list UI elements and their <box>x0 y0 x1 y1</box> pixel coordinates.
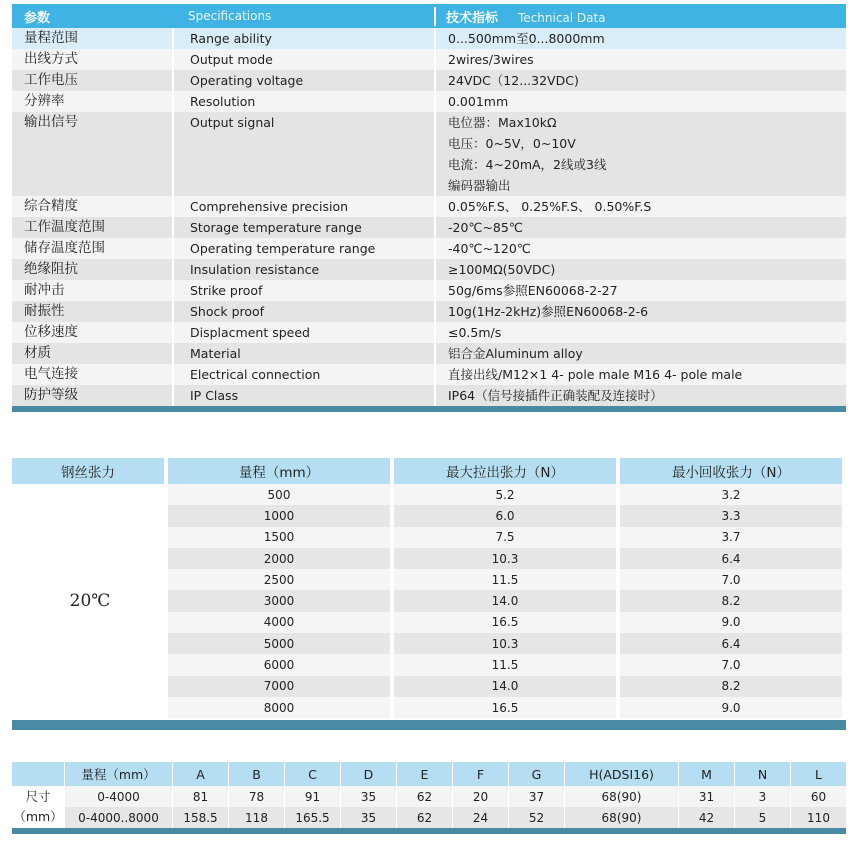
dimension-row <box>12 786 846 807</box>
dimension-cell: 60 <box>790 786 846 807</box>
wire-tension-table <box>12 458 846 730</box>
dimension-cell: 0-4000..8000 <box>64 807 172 828</box>
spec-param-cn: 绝缘阻抗 <box>24 261 78 277</box>
tension-table-header <box>12 458 846 484</box>
spec-param-cn: 耐冲击 <box>24 282 65 298</box>
range-header: 量程（mm） <box>168 458 390 484</box>
spec-param-en: Output mode <box>172 49 434 70</box>
tech-header-en: Technical Data <box>518 10 606 25</box>
divider-bar <box>12 406 846 412</box>
spec-value <box>434 91 846 112</box>
spec-row <box>12 70 846 91</box>
dimension-cell: 91 <box>284 786 340 807</box>
range-cell: 500 <box>168 484 390 505</box>
spec-param-cn: 工作温度范围 <box>24 219 105 235</box>
dimension-cell: 3 <box>734 786 790 807</box>
min-tension-cell: 6.4 <box>620 633 842 654</box>
spec-value <box>434 343 846 364</box>
max-tension-cell: 5.2 <box>394 484 616 505</box>
range-cell: 2000 <box>168 548 390 569</box>
range-cell: 6000 <box>168 654 390 675</box>
max-tension-cell: 10.3 <box>394 633 616 654</box>
dimension-cell: 37 <box>508 786 564 807</box>
header-gutter <box>12 762 64 786</box>
param-header: 参数 <box>24 10 51 26</box>
spec-value-line: 0.001mm <box>448 94 509 109</box>
spec-value <box>434 49 846 70</box>
spec-param-cn: 综合精度 <box>24 198 78 214</box>
spec-param-cn: 分辨率 <box>24 93 65 109</box>
tension-row <box>168 590 846 611</box>
range-cell: 7000 <box>168 676 390 697</box>
spec-value-line: 2wires/3wires <box>448 52 534 67</box>
min-tension-cell: 7.0 <box>620 569 842 590</box>
tension-row <box>168 484 846 505</box>
min-tension-cell: 3.7 <box>620 527 842 548</box>
spec-value-line: 电流：4~20mA，2线或3线 <box>448 157 607 172</box>
spec-param-cn: 材质 <box>24 345 51 361</box>
tension-row <box>168 569 846 590</box>
dimension-cell: 78 <box>228 786 284 807</box>
spec-row <box>12 217 846 238</box>
spec-param-cn: 位移速度 <box>24 324 78 340</box>
range-cell: 4000 <box>168 612 390 633</box>
tension-row <box>168 527 846 548</box>
spec-param-cn: 量程范围 <box>12 28 172 49</box>
spec-value-line: 铝合金Aluminum alloy <box>448 346 583 361</box>
spec-value-line: 电压：0~5V，0~10V <box>448 136 576 151</box>
tension-row <box>168 505 846 526</box>
max-tension-header: 最大拉出张力（N） <box>394 458 616 484</box>
dimension-cell: 31 <box>678 786 734 807</box>
spec-value <box>434 385 846 406</box>
range-cell: 5000 <box>168 633 390 654</box>
tension-row <box>168 612 846 633</box>
spec-value <box>434 364 846 385</box>
spec-row <box>12 343 846 364</box>
spec-row <box>12 385 846 406</box>
spec-param-cn: 工作电压 <box>24 72 78 88</box>
spec-param-cn: 电气连接 <box>24 366 78 382</box>
spec-value-line: ≤0.5m/s <box>448 325 502 340</box>
dimension-header-cell: F <box>452 762 508 786</box>
spec-param-en: Material <box>172 343 434 364</box>
dimension-header-cell: M <box>678 762 734 786</box>
dimension-header-cell: E <box>396 762 452 786</box>
spec-row <box>12 238 846 259</box>
spec-param-en: Electrical connection <box>172 364 434 385</box>
size-label <box>12 786 64 828</box>
max-tension-cell: 11.5 <box>394 654 616 675</box>
min-tension-cell: 9.0 <box>620 612 842 633</box>
spec-value-line: 直接出线/M12×1 4- pole male M16 4- pole male <box>448 367 743 382</box>
dimension-header-cell: N <box>734 762 790 786</box>
divider-bar <box>12 720 846 730</box>
tech-header-cn: 技术指标 <box>446 10 499 26</box>
dimension-header-cell: A <box>172 762 228 786</box>
spec-rows <box>12 28 846 406</box>
spec-row <box>12 322 846 343</box>
tension-row <box>168 654 846 675</box>
dimension-cell: 110 <box>790 807 846 828</box>
tension-table-body <box>12 484 846 718</box>
min-tension-header: 最小回收张力（N） <box>620 458 842 484</box>
min-tension-cell: 3.3 <box>620 505 842 526</box>
spec-value <box>434 112 846 196</box>
max-tension-cell: 14.0 <box>394 590 616 611</box>
min-tension-cell: 3.2 <box>620 484 842 505</box>
dimension-cell: 35 <box>340 786 396 807</box>
spec-param-cn: 储存温度范围 <box>24 240 105 256</box>
dimension-cell: 5 <box>734 807 790 828</box>
dimension-cell: 158.5 <box>172 807 228 828</box>
spec-param-en: Operating temperature range <box>172 238 434 259</box>
max-tension-cell: 11.5 <box>394 569 616 590</box>
min-tension-cell: 7.0 <box>620 654 842 675</box>
min-tension-cell: 9.0 <box>620 697 842 718</box>
max-tension-cell: 16.5 <box>394 612 616 633</box>
spec-param-en: Range ability <box>172 28 434 49</box>
spec-param-en: Shock proof <box>172 301 434 322</box>
spec-param-en: Insulation resistance <box>172 259 434 280</box>
dimension-cell: 62 <box>396 807 452 828</box>
dimension-header-cell: B <box>228 762 284 786</box>
dimension-header-cell: G <box>508 762 564 786</box>
dimension-cell: 165.5 <box>284 807 340 828</box>
spec-param-cn: 输出信号 <box>24 114 78 130</box>
spec-param-en: Operating voltage <box>172 70 434 91</box>
temperature-label: 20℃ <box>69 591 111 612</box>
spec-value <box>434 280 846 301</box>
range-cell: 8000 <box>168 697 390 718</box>
tension-row <box>168 697 846 718</box>
spec-value-line: 50g/6ms参照EN60068-2-27 <box>448 283 618 298</box>
spec-row <box>12 28 846 49</box>
divider-bar <box>12 828 846 834</box>
dimension-cell: 62 <box>396 786 452 807</box>
spec-value <box>434 217 846 238</box>
spec-param-cn: 耐振性 <box>24 303 65 319</box>
tension-row <box>168 633 846 654</box>
spec-row <box>12 49 846 70</box>
spec-param-en: Displacment speed <box>172 322 434 343</box>
spec-value-line: IP64（信号接插件正确装配及连接时） <box>448 388 663 403</box>
dimension-header-cell: L <box>790 762 846 786</box>
range-cell: 3000 <box>168 590 390 611</box>
max-tension-cell: 16.5 <box>394 697 616 718</box>
dimension-cell: 24 <box>452 807 508 828</box>
spec-row <box>12 196 846 217</box>
dimension-cell: 68(90) <box>564 786 678 807</box>
spec-value-line: 0.05%F.S、 0.25%F.S、 0.50%F.S <box>448 199 652 214</box>
dimension-cell: 0-4000 <box>64 786 172 807</box>
dimension-header-cell: H(ADSI16) <box>564 762 678 786</box>
spec-param-cn: 出线方式 <box>24 51 78 67</box>
tension-row <box>168 548 846 569</box>
spec-value-line: 编码器输出 <box>448 178 511 193</box>
range-cell: 1000 <box>168 505 390 526</box>
spec-param-en: Comprehensive precision <box>172 196 434 217</box>
dimension-header-cell: C <box>284 762 340 786</box>
max-tension-cell: 10.3 <box>394 548 616 569</box>
spec-param-en: Resolution <box>172 91 434 112</box>
technical-data-header <box>434 7 846 26</box>
spec-param-cn: 防护等级 <box>24 387 78 403</box>
min-tension-cell: 8.2 <box>620 676 842 697</box>
spec-value-line: 10g(1Hz-2kHz)参照EN60068-2-6 <box>448 304 649 319</box>
tension-rows <box>168 484 846 718</box>
range-cell: 1500 <box>168 527 390 548</box>
dimension-table-header <box>12 762 846 786</box>
spec-row <box>12 91 846 112</box>
range-cell: 2500 <box>168 569 390 590</box>
size-label-unit: （mm） <box>13 809 63 824</box>
max-tension-cell: 7.5 <box>394 527 616 548</box>
spec-row <box>12 280 846 301</box>
spec-param-en: Output signal <box>172 112 434 196</box>
dimension-cell: 81 <box>172 786 228 807</box>
dimension-cell: 20 <box>452 786 508 807</box>
spec-table-header <box>12 4 846 28</box>
spec-value <box>434 322 846 343</box>
spec-param-en: IP Class <box>172 385 434 406</box>
dimension-row <box>12 807 846 828</box>
max-tension-cell: 6.0 <box>394 505 616 526</box>
spec-value-line: -40℃~120℃ <box>448 241 531 256</box>
spec-value-line: -20℃~85℃ <box>448 220 523 235</box>
spec-value <box>434 70 846 91</box>
tension-header-label: 钢丝张力 <box>12 458 164 484</box>
spec-value-line: ≥100MΩ(50VDC) <box>448 262 556 277</box>
min-tension-cell: 8.2 <box>620 590 842 611</box>
spec-value <box>434 301 846 322</box>
spec-value <box>434 259 846 280</box>
dimension-rows <box>12 786 846 828</box>
dimension-cell: 118 <box>228 807 284 828</box>
spec-value-line: 0...500mm至0...8000mm <box>448 31 605 46</box>
spec-value <box>434 196 846 217</box>
min-tension-cell: 6.4 <box>620 548 842 569</box>
tension-row <box>168 676 846 697</box>
dimension-cell: 52 <box>508 807 564 828</box>
size-label-cn: 尺寸 <box>25 789 51 804</box>
max-tension-cell: 14.0 <box>394 676 616 697</box>
spec-row <box>12 364 846 385</box>
dimension-header-cell: D <box>340 762 396 786</box>
dimension-table <box>12 762 846 834</box>
spec-value-line: 24VDC（12...32VDC) <box>448 73 579 88</box>
spec-row <box>12 112 846 196</box>
specifications-table <box>12 4 846 412</box>
spec-value <box>434 28 846 49</box>
dimension-header-cell: 量程（mm） <box>64 762 172 786</box>
dimension-cell: 35 <box>340 807 396 828</box>
dimension-cell: 68(90) <box>564 807 678 828</box>
spec-row <box>12 301 846 322</box>
spec-param-en: Strike proof <box>172 280 434 301</box>
spec-value <box>434 238 846 259</box>
dimension-cell: 42 <box>678 807 734 828</box>
spec-param-en: Storage temperature range <box>172 217 434 238</box>
spec-row <box>12 259 846 280</box>
specifications-header: Specifications <box>188 9 272 23</box>
spec-value-line: 电位器：Max10kΩ <box>448 115 557 130</box>
